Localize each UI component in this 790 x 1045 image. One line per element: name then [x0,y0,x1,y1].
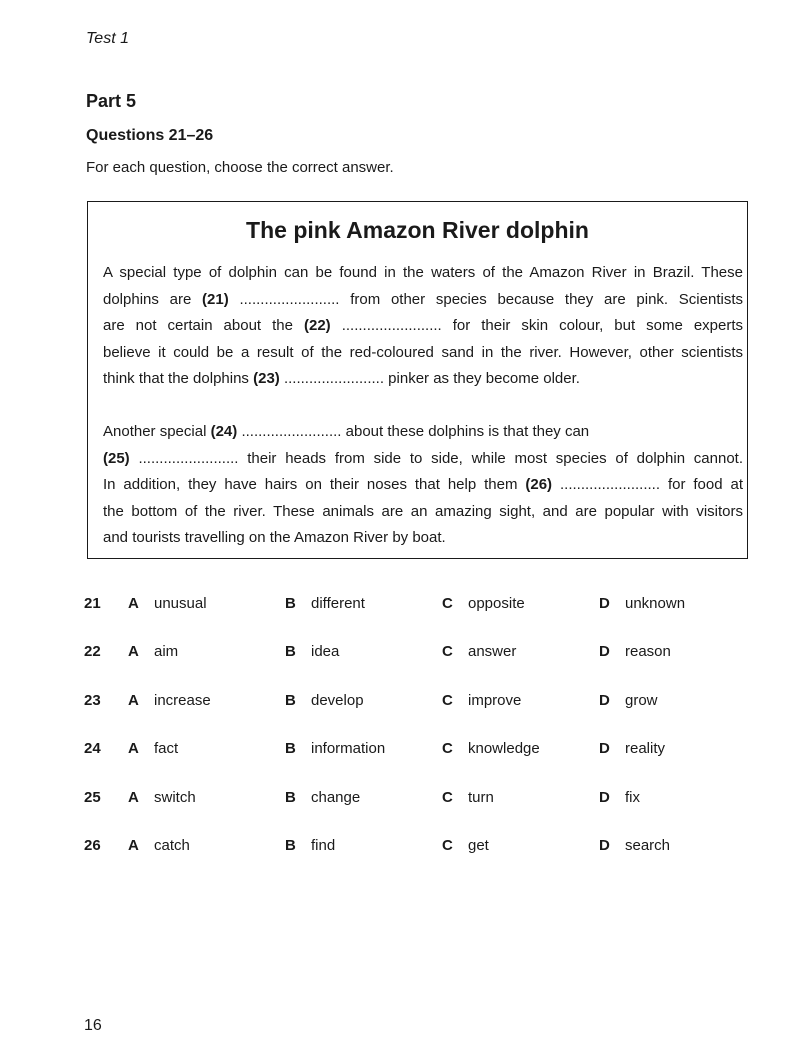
option-c[interactable] [442,595,525,612]
option-letter: A [128,595,139,612]
option-text: reality [625,740,666,758]
option-d[interactable] [599,740,665,757]
passage-title: The pink Amazon River dolphin [246,217,589,243]
option-letter: D [599,595,610,612]
option-c[interactable] [442,643,516,660]
option-letter: C [442,643,453,661]
instruction: For each question, choose the correct answer. [86,159,394,176]
passage-line: Another special (24) ........................ about these dolphins is that they can [103,423,590,440]
passage-box [87,201,748,559]
option-letter: D [599,643,610,661]
passage-line: dolphins are (21) ........................ from other species because they are pink. Scientists [103,290,743,308]
option-text: unknown [625,595,686,612]
option-b[interactable] [285,692,364,709]
option-d[interactable] [599,837,670,854]
passage-line: believe it could be a result of the red-coloured sand in the river. However, other scientists [103,343,743,361]
option-d[interactable] [599,789,640,806]
passage-line: think that the dolphins (23) ........................ pinker as they become older. [103,370,580,387]
gap-number: (21) [202,290,229,308]
option-letter: C [442,740,453,758]
option-letter: B [285,595,296,612]
option-letter: B [285,788,296,806]
option-b[interactable] [285,643,339,660]
option-letter: D [599,836,610,854]
passage-line: A special type of dolphin can be found in the waters of the Amazon River in Brazil. These [103,264,743,281]
option-text: turn [468,788,494,806]
option-a[interactable] [128,789,196,806]
question-number: 23 [84,691,101,709]
question-number: 22 [84,643,101,661]
option-a[interactable] [128,692,211,709]
option-text: opposite [468,595,525,612]
option-letter: A [128,836,139,854]
option-text: grow [625,691,658,709]
answer-gap: ........................ [241,423,342,440]
option-letter: D [599,691,610,709]
option-b[interactable] [285,837,335,854]
questions-range: Questions 21–26 [86,127,214,144]
page-number: 16 [84,1017,102,1034]
option-text: different [311,595,365,612]
option-letter: B [285,643,296,661]
answer-gap: ........................ [138,449,239,467]
passage-line: (25) ........................ their heads from side to side, while most species of dolphin cannot. [103,449,743,467]
option-text: find [311,836,336,854]
option-text: search [625,836,671,854]
passage-paragraph-2 [103,419,743,552]
option-letter: C [442,691,453,709]
option-a[interactable] [128,740,178,757]
option-text: get [468,836,489,854]
answer-gap: ........................ [239,290,340,308]
option-a[interactable] [128,837,190,854]
part-title: Part 5 [86,91,137,111]
option-text: fact [154,740,179,758]
option-c[interactable] [442,740,540,757]
option-text: reason [625,643,671,661]
option-letter: D [599,788,610,806]
gap-number: (22) [303,317,331,334]
option-letter: C [442,788,453,806]
gap-number: (26) [525,476,553,493]
option-text: answer [468,643,517,661]
option-letter: A [128,691,139,709]
passage-paragraph-1 [103,260,743,393]
test-label: Test 1 [86,30,129,47]
answer-gap: ........................ [283,370,384,387]
option-c[interactable] [442,837,489,854]
option-text: change [311,788,361,806]
option-letter: A [128,643,139,661]
option-letter: C [442,595,453,612]
option-text: fix [625,788,640,806]
option-a[interactable] [128,643,178,660]
option-a[interactable] [128,595,207,612]
option-text: switch [154,788,196,806]
answer-gap: ........................ [341,317,442,334]
answer-gap: ........................ [559,476,661,493]
option-letter: B [285,836,296,854]
option-text: knowledge [468,740,540,758]
option-text: increase [154,691,211,709]
option-letter: A [128,740,139,758]
question-number: 25 [84,788,101,806]
option-d[interactable] [599,643,671,660]
option-text: information [311,740,386,758]
passage-line: are not certain about the (22) ........................ for their skin colour, but some experts [103,317,744,334]
option-letter: D [599,740,610,758]
option-text: idea [311,643,340,661]
option-b[interactable] [285,740,385,757]
question-number: 24 [84,740,101,758]
passage-line: and tourists travelling on the Amazon River by boat. [103,529,446,546]
option-d[interactable] [599,595,685,612]
gap-number: (23) [253,370,280,387]
option-b[interactable] [285,789,360,806]
option-text: catch [154,836,190,854]
passage-line: the bottom of the river. These animals are an amazing sight, and are popular with visitors [103,502,743,520]
option-letter: A [128,788,139,806]
option-letter: C [442,836,453,854]
option-letter: B [285,691,296,709]
question-number: 21 [84,595,101,612]
option-c[interactable] [442,789,494,806]
gap-number: (24) [210,423,238,440]
option-d[interactable] [599,692,658,709]
option-c[interactable] [442,692,521,709]
question-number: 26 [84,836,101,854]
option-letter: B [285,740,296,758]
option-b[interactable] [285,595,365,612]
option-text: develop [311,691,364,709]
gap-number: (25) [103,449,130,467]
option-text: aim [154,643,179,661]
option-text: improve [468,691,522,709]
passage-line: In addition, they have hairs on their noses that help them (26) ........................ for food at [103,476,743,493]
option-text: unusual [154,595,207,612]
